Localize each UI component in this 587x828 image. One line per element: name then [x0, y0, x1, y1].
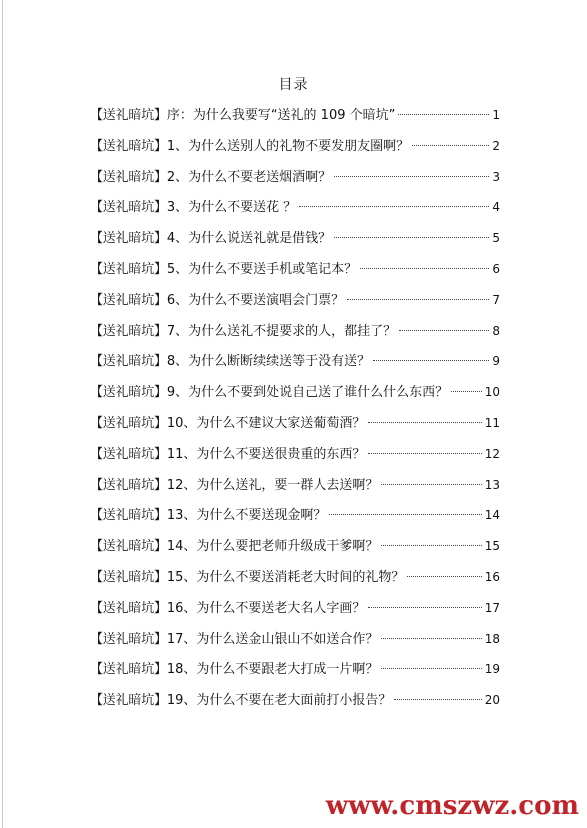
- toc-entry-title: 16、为什么不要送老大名人字画？: [166, 600, 366, 616]
- dot-leader: [347, 299, 489, 300]
- toc-entry-title: 12、为什么送礼，要一群人去送啊？: [166, 477, 379, 493]
- toc-entry-title: 9、为什么不要到处说自己送了谁什么什么东西？: [166, 385, 449, 401]
- toc-entry-title: 19、为什么不要在老大面前打小报告？: [166, 693, 392, 709]
- toc-entry[interactable]: [90, 162, 500, 193]
- toc-entry-tag: 【送礼暗坑】: [90, 693, 167, 709]
- toc-entry-title: 14、为什么要把老师升级成干爹啊？: [166, 539, 379, 555]
- toc-entry-tag: 【送礼暗坑】: [90, 108, 167, 123]
- toc-entry-page-number: 17: [484, 600, 500, 615]
- toc-entry[interactable]: [90, 223, 500, 254]
- toc-entry[interactable]: [90, 654, 500, 685]
- dot-leader: [381, 668, 481, 669]
- dot-leader: [412, 145, 489, 146]
- toc-entry-tag: 【送礼暗坑】: [90, 600, 167, 616]
- toc-entry-title: 8、为什么断断续续送等于没有送？: [166, 354, 371, 370]
- toc-entry-title: 4、为什么说送礼就是借钱？: [166, 231, 332, 247]
- toc-entry-tag: 【送礼暗坑】: [90, 169, 167, 185]
- toc-entry[interactable]: [90, 439, 500, 470]
- toc-entry-page-number: 14: [484, 508, 500, 523]
- toc-entry-page-number: 10: [484, 385, 500, 400]
- dot-leader: [381, 545, 481, 546]
- toc-entry-title: 17、为什么送金山银山不如送合作？: [166, 631, 379, 647]
- dot-leader: [451, 391, 482, 392]
- toc-entry-title: 6、为什么不要送演唱会门票？: [166, 292, 345, 308]
- toc-entry-tag: 【送礼暗坑】: [90, 292, 167, 308]
- toc-entry-title: 5、为什么不要送手机或笔记本？: [166, 261, 358, 277]
- dot-leader: [299, 206, 489, 207]
- toc-entry[interactable]: [90, 254, 500, 285]
- toc-entry-tag: 【送礼暗坑】: [90, 446, 167, 462]
- site-watermark: www.cmszwz.com: [325, 791, 579, 821]
- dot-leader: [368, 453, 481, 454]
- table-of-contents: [90, 100, 500, 716]
- toc-entry-page-number: 5: [492, 231, 500, 246]
- dot-leader: [398, 114, 489, 115]
- toc-entry[interactable]: [90, 316, 500, 347]
- toc-entry-page-number: 19: [484, 662, 500, 677]
- toc-entry-page-number: 6: [492, 261, 500, 276]
- toc-entry-tag: 【送礼暗坑】: [90, 138, 167, 154]
- toc-entry[interactable]: [90, 131, 500, 162]
- toc-entry-title: 7、为什么送礼不提要求的人，都挂了？: [166, 323, 397, 339]
- dot-leader: [381, 484, 481, 485]
- toc-entry[interactable]: [90, 100, 500, 131]
- toc-entry-title: 11、为什么不要送很贵重的东西？: [166, 446, 366, 462]
- toc-entry-page-number: 9: [492, 354, 500, 369]
- toc-entry-tag: 【送礼暗坑】: [90, 539, 167, 555]
- toc-entry-tag: 【送礼暗坑】: [90, 508, 167, 524]
- toc-entry[interactable]: [90, 346, 500, 377]
- dot-leader: [329, 514, 481, 515]
- dot-leader: [399, 330, 489, 331]
- toc-entry-title: 1、为什么送别人的礼物不要发朋友圈啊？: [166, 138, 410, 154]
- toc-entry[interactable]: [90, 470, 500, 501]
- toc-entry[interactable]: [90, 500, 500, 531]
- toc-title: 目录: [278, 77, 309, 93]
- toc-entry[interactable]: [90, 377, 500, 408]
- dot-leader: [373, 360, 489, 361]
- toc-entry[interactable]: [90, 285, 500, 316]
- toc-entry-tag: 【送礼暗坑】: [90, 323, 167, 339]
- toc-entry-page-number: 4: [492, 200, 500, 215]
- toc-entry-tag: 【送礼暗坑】: [90, 477, 167, 493]
- toc-entry-page-number: 2: [492, 138, 500, 153]
- dot-leader: [334, 237, 489, 238]
- toc-entry-title: 13、为什么不要送现金啊？: [166, 508, 327, 524]
- toc-entry[interactable]: [90, 192, 500, 223]
- toc-entry-title: 2、为什么不要老送烟酒啊？: [166, 169, 332, 185]
- toc-entry-tag: 【送礼暗坑】: [90, 231, 167, 247]
- toc-entry-tag: 【送礼暗坑】: [90, 415, 167, 431]
- dot-leader: [368, 422, 481, 423]
- dot-leader: [360, 268, 489, 269]
- page-left-border: [2, 0, 3, 828]
- toc-entry[interactable]: [90, 408, 500, 439]
- toc-entry-title: 序：为什么我要写“送礼的 109 个暗坑”: [166, 108, 396, 123]
- toc-entry-page-number: 16: [484, 569, 500, 584]
- toc-entry[interactable]: [90, 593, 500, 624]
- dot-leader: [334, 176, 489, 177]
- toc-entry-title: 10、为什么不建议大家送葡萄酒？: [166, 415, 366, 431]
- toc-entry[interactable]: [90, 624, 500, 655]
- toc-entry-page-number: 12: [484, 446, 500, 461]
- toc-entry-page-number: 18: [484, 631, 500, 646]
- toc-entry-title: 18、为什么不要跟老大打成一片啊？: [166, 662, 379, 678]
- toc-entry-title: 3、为什么不要送花 ？: [166, 200, 297, 216]
- toc-entry-page-number: 3: [492, 169, 500, 184]
- dot-leader: [381, 638, 481, 639]
- toc-entry-tag: 【送礼暗坑】: [90, 200, 167, 216]
- toc-entry-page-number: 20: [484, 693, 500, 708]
- toc-entry[interactable]: [90, 531, 500, 562]
- toc-entry-page-number: 8: [492, 323, 500, 338]
- toc-entry-page-number: 13: [484, 477, 500, 492]
- toc-entry-tag: 【送礼暗坑】: [90, 631, 167, 647]
- toc-entry-tag: 【送礼暗坑】: [90, 261, 167, 277]
- toc-entry[interactable]: [90, 685, 500, 716]
- toc-entry-page-number: 15: [484, 539, 500, 554]
- toc-entry[interactable]: [90, 562, 500, 593]
- dot-leader: [407, 576, 481, 577]
- toc-entry-title: 15、为什么不要送消耗老大时间的礼物？: [166, 569, 405, 585]
- toc-entry-page-number: 7: [492, 292, 500, 307]
- toc-entry-page-number: 1: [492, 108, 500, 122]
- toc-entry-tag: 【送礼暗坑】: [90, 385, 167, 401]
- toc-entry-tag: 【送礼暗坑】: [90, 354, 167, 370]
- toc-entry-page-number: 11: [484, 415, 500, 430]
- toc-entry-tag: 【送礼暗坑】: [90, 662, 167, 678]
- dot-leader: [368, 607, 481, 608]
- toc-entry-tag: 【送礼暗坑】: [90, 569, 167, 585]
- dot-leader: [394, 699, 481, 700]
